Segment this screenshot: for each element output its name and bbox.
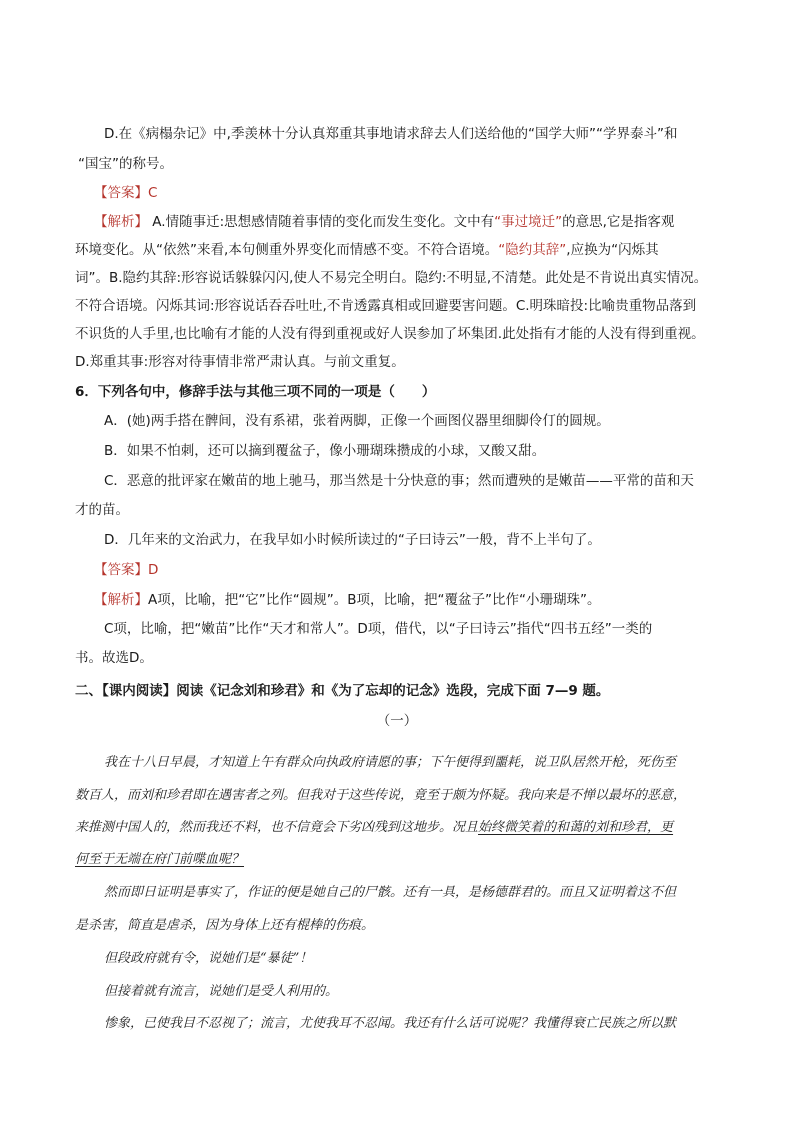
q5-option-d-line2: “国宝”的称号。: [78, 156, 173, 172]
underlined-phrase: 始终微笑着的和蔼的刘和珍君，: [478, 820, 661, 835]
passage-p1-line1: 我在十八日早晨，才知道上午有群众向执政府请愿的事；下午便得到噩耗，说卫队居然开枪，死伤至: [104, 755, 677, 770]
section-subheading: （一）: [376, 713, 418, 729]
answer-label: 【答案】: [94, 185, 148, 201]
q5-analysis-line6: D.郑重其事:形容对待事情非常严肃认真。与前文重复。: [75, 354, 405, 370]
q5-analysis-line5: 不识货的人手里,也比喻有才能的人没有得到重视或好人误参加了坏集团.此处指有才能的人没有得到重视。: [75, 326, 705, 342]
q5-analysis-line3: 词”。B.隐约其辞:形容说话躲躲闪闪,使人不易完全明白。隐约:不明显,不清楚。此处是不肯说出真实情况。: [75, 270, 708, 286]
q6-option-c-line1: C．恶意的批评家在嫩苗的地上驰马，那当然是十分快意的事；然而遭殃的是嫩苗——平常的苗和天: [104, 473, 694, 489]
section-heading: 二、【课内阅读】阅读《记念刘和珍君》和《为了忘却的记念》选段，完成下面 7—9 题。: [75, 683, 610, 699]
analysis-quote: “隐约其辞”: [498, 242, 567, 258]
q6-analysis-line1: [0, 590, 794, 610]
q5-option-d-line1: D.在《病榻杂记》中,季羡林十分认真郑重其事地请求辞去人们送给他的“国学大师”“学界泰斗”和: [104, 126, 678, 142]
analysis-text: 环境变化。从“依然”来看,本句侧重外界变化而情感不变。不符合语境。: [75, 242, 499, 258]
passage-text: 来推测中国人的，然而我还不料，也不信竟会下劣凶残到这地步。况且: [75, 820, 479, 835]
passage-p3: 但段政府就有令，说她们是“暴徒”！: [104, 951, 313, 966]
analysis-quote: “事过境迁”: [494, 214, 563, 230]
q6-stem: 6．下列各句中，修辞手法与其他三项不同的一项是（ ）: [75, 384, 436, 400]
q5-answer: [0, 183, 794, 203]
analysis-text: ,应换为“闪烁其: [566, 242, 659, 258]
passage-p2-line1: 然而即日证明是事实了，作证的便是她自己的尸骸。还有一具，是杨德群君的。而且又证明着这不但: [104, 885, 677, 900]
analysis-text: 的意思,它是指客观: [562, 214, 675, 230]
answer-label: 【答案】: [94, 562, 148, 578]
passage-p2-line2: 是杀害，简直是虐杀，因为身体上还有棍棒的伤痕。: [75, 918, 375, 933]
analysis-text: A项，比喻，把“它”比作“圆规”。B项，比喻，把“覆盆子”比作“小珊瑚珠”。: [148, 592, 601, 608]
q6-option-d: D．几年来的文治武力，在我早如小时候所读过的“子曰诗云”一般，背不上半句了。: [104, 532, 601, 548]
analysis-text: A.情随事迁:思想感情随着事情的变化而发生变化。文中有: [148, 214, 495, 230]
q5-analysis-line1: [0, 212, 794, 232]
passage-p5: 惨象，已使我目不忍视了；流言，尤使我耳不忍闻。我还有什么话可说呢？我懂得衰亡民族之所以默: [104, 1016, 677, 1031]
q6-option-b: B．如果不怕刺，还可以摘到覆盆子，像小珊瑚珠攒成的小球，又酸又甜。: [104, 443, 546, 459]
analysis-label: 【解析】: [94, 592, 148, 608]
passage-p1-line4: [0, 850, 794, 870]
passage-p1-line2: 数百人，而刘和珍君即在遇害者之列。但我对于这些传说，竟至于颇为怀疑。我向来是不惮以最坏的恶意，: [75, 788, 687, 803]
answer-value: C: [148, 185, 158, 201]
q6-analysis-line3: 书。故选D。: [75, 650, 153, 666]
q5-analysis-line2: [0, 240, 794, 260]
passage-p1-line3: [0, 818, 794, 838]
underlined-phrase: 更: [660, 820, 674, 835]
passage-p4: 但接着就有流言，说她们是受人利用的。: [104, 984, 339, 999]
analysis-label: 【解析】: [94, 214, 148, 230]
q6-analysis-line2: C项，比喻，把“嫩苗”比作“天才和常人”。D项，借代，以“子曰诗云”指代“四书五经”一类的: [104, 621, 653, 637]
q6-option-a: A．(她)两手搭在髀间，没有系裙，张着两脚，正像一个画图仪器里细脚伶仃的圆规。: [104, 413, 610, 429]
q6-answer: [0, 560, 794, 580]
q5-analysis-line4: 不符合语境。闪烁其词:形容说话吞吞吐吐,不肯透露真相或回避要害问题。C.明珠暗投:比喻贵重物品落到: [75, 298, 697, 314]
answer-value: D: [148, 562, 159, 578]
underlined-phrase: 何至于无端在府门前喋血呢？: [75, 852, 245, 867]
q6-option-c-line2: 才的苗。: [75, 502, 129, 518]
